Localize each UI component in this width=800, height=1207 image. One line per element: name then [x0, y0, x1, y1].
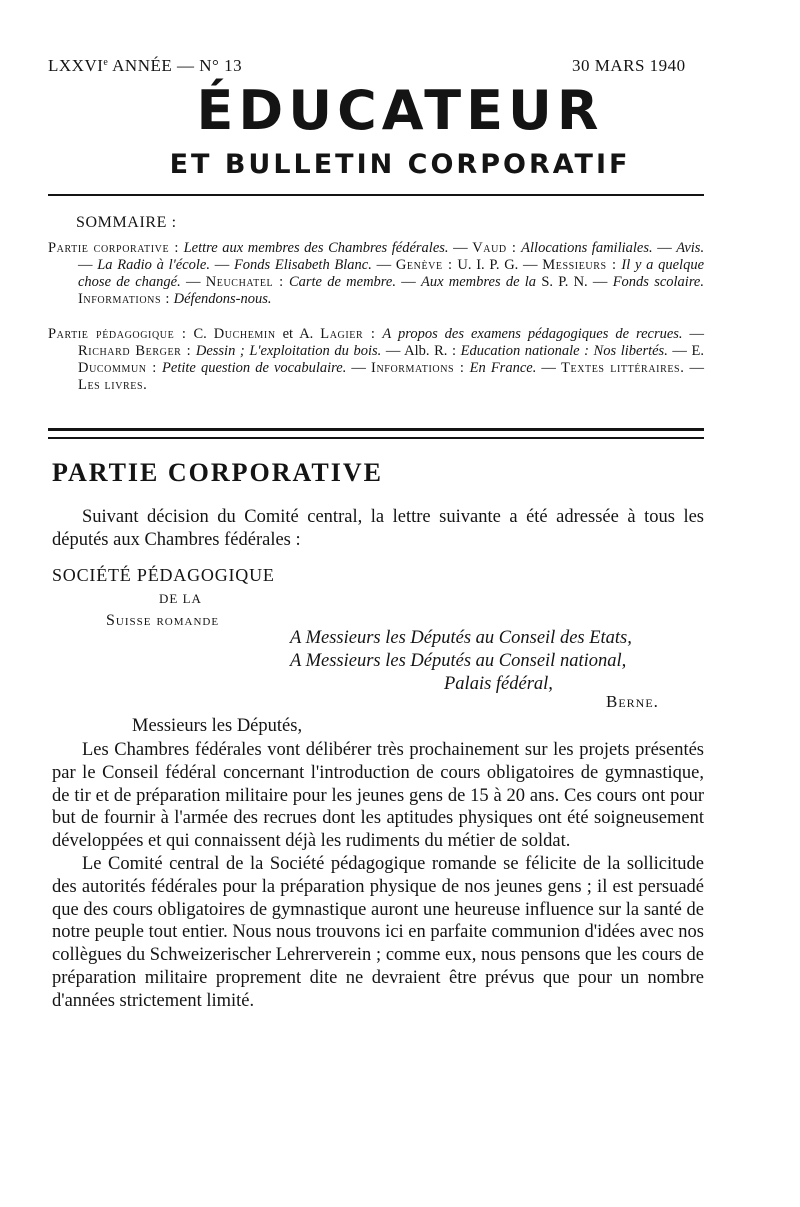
- recipient-city: Berne.: [606, 692, 659, 711]
- masthead-rule: [48, 194, 704, 196]
- letterhead-society: SOCIÉTÉ PÉDAGOGIQUE: [52, 565, 275, 585]
- recipient-conseil-etats: A Messieurs les Députés au Conseil des Etats,: [290, 628, 632, 648]
- letter-body: [52, 739, 704, 1013]
- recipient-conseil-national: A Messieurs les Députés au Conseil national,: [290, 651, 627, 671]
- letter-paragraph-2: Le Comité central de la Société pédagogique romande se félicite de la sollicitude des autorités fédérales pour la préparation physique de nos jeunes gens ; il est persuadé que des cours obligatoires de gymnastique auront une heureuse influence sur la santé de notre peuple tout entier. Nous nous trouvons ici en parfaite communion d'idées avec nos collègues du Schweizerischer Lehrerverein ; comme eux, nous pensons que les cours de préparation militaire proprement dite ne devraient être prévus que pour un nombre d'années strictement limité.: [52, 853, 704, 1011]
- letterhead-de-la: DE LA: [159, 591, 202, 606]
- masthead-subtitle: ET BULLETIN CORPORATIF: [169, 149, 631, 180]
- issue-date: 30 MARS 1940: [572, 56, 686, 75]
- issue-number: [48, 56, 242, 76]
- section-title: PARTIE CORPORATIVE: [52, 458, 383, 487]
- letter-paragraph-1: Les Chambres fédérales vont délibérer très prochainement sur les projets présentés par le Conseil fédéral concernant l'introduction de cours obligatoires de gymnastique, de tir et de préparation militaire pour les jeunes gens de 15 à 20 ans. Ces cours ont pour but de fournir à l'armée des recrues dont les aptitudes physiques ont été soigneusement développées et qui connaissent déjà les rudiments du métier de soldat.: [52, 740, 704, 852]
- sommaire-label: SOMMAIRE :: [76, 214, 177, 231]
- masthead-title: ÉDUCATEUR: [196, 79, 604, 142]
- intro-paragraph: Suivant décision du Comité central, la lettre suivante a été adressée à tous les députés aux Chambres fédérales :: [52, 507, 704, 550]
- sommaire-corporative: [48, 240, 704, 308]
- recipient-palais: Palais fédéral,: [444, 674, 553, 694]
- section-double-rule: [48, 428, 704, 439]
- letterhead-region: Suisse romande: [106, 612, 220, 629]
- sommaire-corporative-text: Partie corporative : Lettre aux membres des Chambres fédérales. — Vaud : Allocations familiales. — Avis. — La Radio à l'école. — Fonds Elisabeth Blanc. — Genève : U. I. P. G. — Messieurs : Il y a quelque chose de changé. — Neuchatel : Carte de membre. — Aux membres de la S. P. N. — Fonds scolaire. Informations : Défendons-nous.: [48, 240, 705, 307]
- issue-volume-suffix: e: [103, 57, 109, 68]
- section-intro: [52, 506, 704, 552]
- sommaire-pedagogique: [48, 326, 704, 394]
- letter-salutation: Messieurs les Députés,: [132, 716, 303, 736]
- issue-volume: LXXVI: [48, 56, 104, 75]
- sommaire-pedagogique-text: Partie pédagogique : C. Duchemin et A. Lagier : A propos des examens pédagogiques de recrues. — Richard Berger : Dessin ; L'exploitation du bois. — Alb. R. : Education nationale : Nos libertés. — E. Ducommun : Petite question de vocabulaire. — Informations : En France. — Textes littéraires. — Les livres.: [48, 326, 705, 393]
- issue-year-number: ANNÉE — N° 13: [108, 56, 243, 75]
